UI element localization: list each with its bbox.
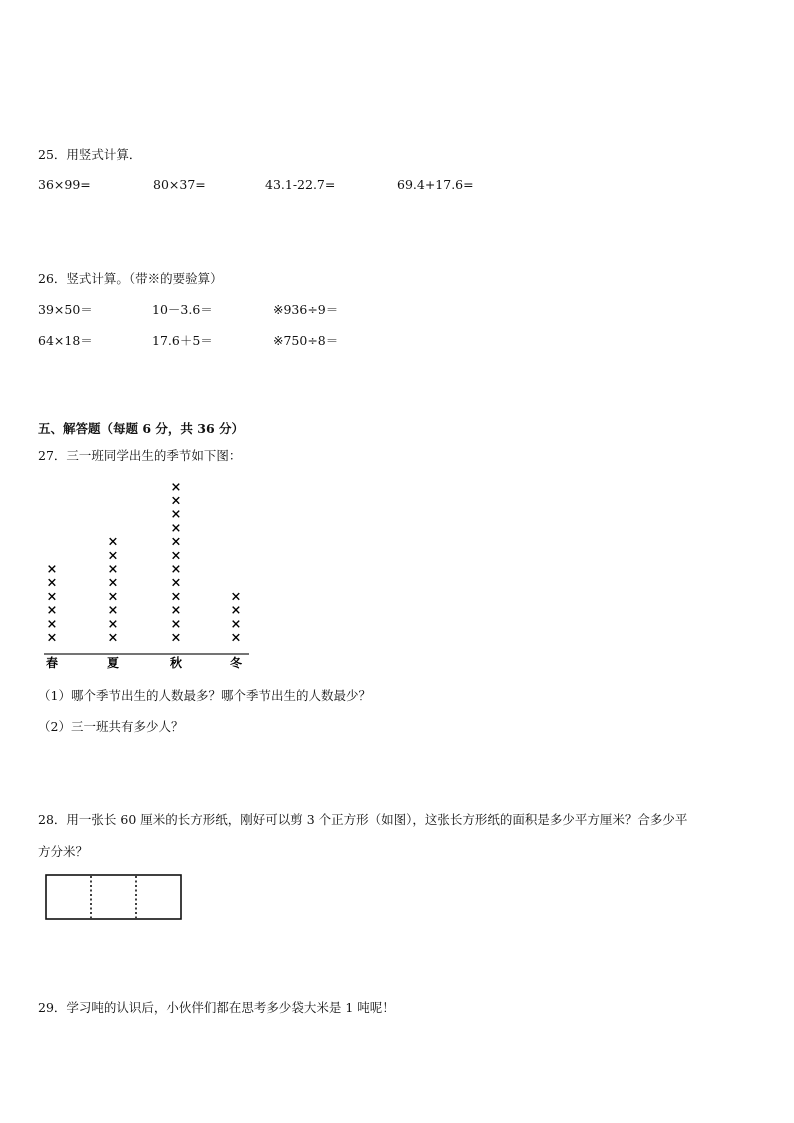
q28-title-line1: 28．用一张长 60 厘米的长方形纸，刚好可以剪 3 个正方形（如图），这张长方形纸的面积是多少平方厘米？合多少平	[38, 812, 688, 827]
chart-mark-1-2: ×	[46, 616, 58, 632]
chart-category-label-1: 春	[45, 656, 59, 670]
chart-mark-3-2: ×	[170, 616, 182, 632]
q26-r2-c2: 17.6＋5＝	[152, 333, 213, 348]
chart-category-label-3: 秋	[169, 656, 183, 670]
chart-mark-1-3: ×	[46, 603, 58, 619]
chart-mark-2-7: ×	[107, 548, 119, 564]
chart-mark-2-5: ×	[107, 575, 119, 591]
q27-title: 27．三一班同学出生的季节如下图：	[38, 448, 242, 463]
chart-mark-1-4: ×	[46, 589, 58, 605]
section5-heading: 五、解答题（每题 6 分，共 36 分）	[38, 421, 245, 436]
chart-mark-3-10: ×	[170, 507, 182, 523]
chart-mark-2-4: ×	[107, 589, 119, 605]
chart-category-label-2: 夏	[106, 656, 120, 670]
chart-mark-3-7: ×	[170, 548, 182, 564]
q27-sub1: （1）哪个季节出生的人数最多？哪个季节出生的人数最少？	[38, 688, 371, 703]
chart-mark-1-6: ×	[46, 562, 58, 577]
chart-mark-2-8: ×	[107, 534, 119, 550]
q28-title-line2: 方分米？	[38, 844, 89, 859]
chart-mark-3-3: ×	[170, 603, 182, 619]
q26-r2-c3: ※750÷8＝	[273, 333, 339, 348]
chart-mark-3-8: ×	[170, 534, 182, 550]
q25-item-1: 36×99=	[38, 177, 91, 192]
chart-mark-3-5: ×	[170, 575, 182, 591]
chart-mark-2-2: ×	[107, 616, 119, 632]
q26-r1-c2: 10－3.6＝	[152, 302, 213, 317]
q26-r2-c1: 64×18＝	[38, 333, 93, 348]
chart-mark-4-2: ×	[230, 616, 242, 632]
q26-title: 26．竖式计算。（带※的要验算）	[38, 271, 223, 286]
q27-sub2: （2）三一班共有多少人？	[38, 719, 184, 734]
chart-mark-1-1: ×	[46, 630, 58, 646]
q25-item-2: 80×37=	[153, 177, 206, 192]
chart-mark-4-4: ×	[230, 589, 242, 605]
chart-mark-3-9: ×	[170, 520, 182, 536]
chart-mark-1-5: ×	[46, 575, 58, 591]
chart-mark-3-1: ×	[170, 630, 182, 646]
chart-mark-3-6: ×	[170, 562, 182, 577]
q29-title: 29．学习吨的认识后，小伙伴们都在思考多少袋大米是 1 吨呢！	[38, 1000, 395, 1015]
chart-category-label-4: 冬	[229, 656, 243, 670]
q26-r1-c1: 39×50＝	[38, 302, 93, 317]
q25-item-3: 43.1-22.7=	[265, 177, 336, 192]
chart-mark-3-11: ×	[170, 493, 182, 509]
rectangle-outline	[46, 875, 181, 919]
q25-item-4: 69.4+17.6=	[397, 177, 474, 192]
chart-mark-2-1: ×	[107, 630, 119, 646]
rectangle-paper-figure	[45, 874, 182, 920]
chart-mark-3-4: ×	[170, 589, 182, 605]
q26-r1-c3: ※936÷9＝	[273, 302, 339, 317]
q25-title: 25．用竖式计算．	[38, 147, 142, 162]
chart-mark-4-3: ×	[230, 603, 242, 619]
chart-mark-3-12: ×	[170, 479, 182, 495]
chart-mark-2-6: ×	[107, 562, 119, 577]
chart-mark-2-3: ×	[107, 603, 119, 619]
chart-mark-4-1: ×	[230, 630, 242, 646]
season-birth-chart	[38, 476, 258, 672]
